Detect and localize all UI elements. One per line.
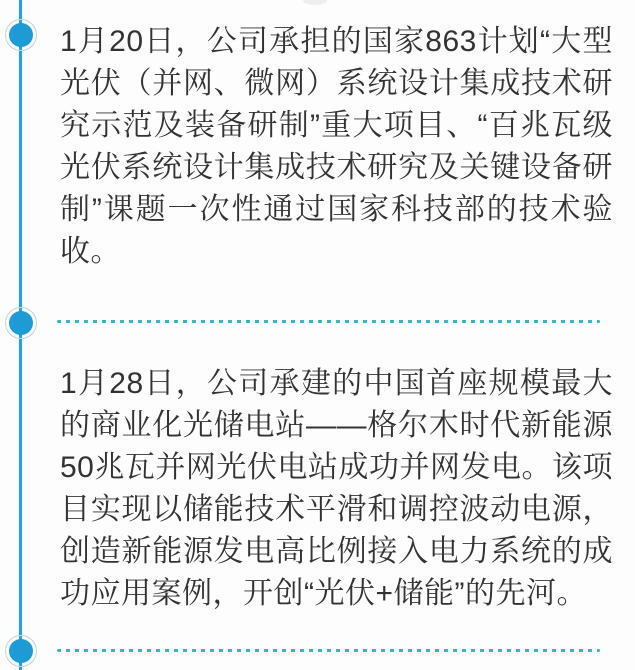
timeline-node-dot — [9, 639, 33, 663]
timeline-node — [5, 635, 37, 667]
dotted-separator — [57, 320, 600, 323]
timeline-node-dot — [9, 23, 33, 47]
cropped-image-artifact — [303, 0, 327, 5]
timeline-entry-text: 1月20日，公司承担的国家863计划“大型光伏（并网、微网）系统设计集成技术研究示范及装备研制”重大项目、“百兆瓦级光伏系统设计集成技术研究及关键设备研制”课题一次性通过国家科技部的技术验收。 — [60, 25, 613, 268]
timeline-node — [5, 19, 37, 51]
timeline-node-dot — [9, 311, 33, 335]
dotted-separator — [57, 649, 600, 652]
timeline-entry-text: 1月28日，公司承建的中国首座规模最大的商业化光储电站——格尔木时代新能源50兆瓦并网光伏电站成功并网发电。该项目实现以储能技术平滑和调控波动电源，创造新能源发电高比例接入电力系统的成功应用案例，开创“光伏+储能”的先河。 — [60, 367, 613, 610]
timeline-node — [5, 307, 37, 339]
